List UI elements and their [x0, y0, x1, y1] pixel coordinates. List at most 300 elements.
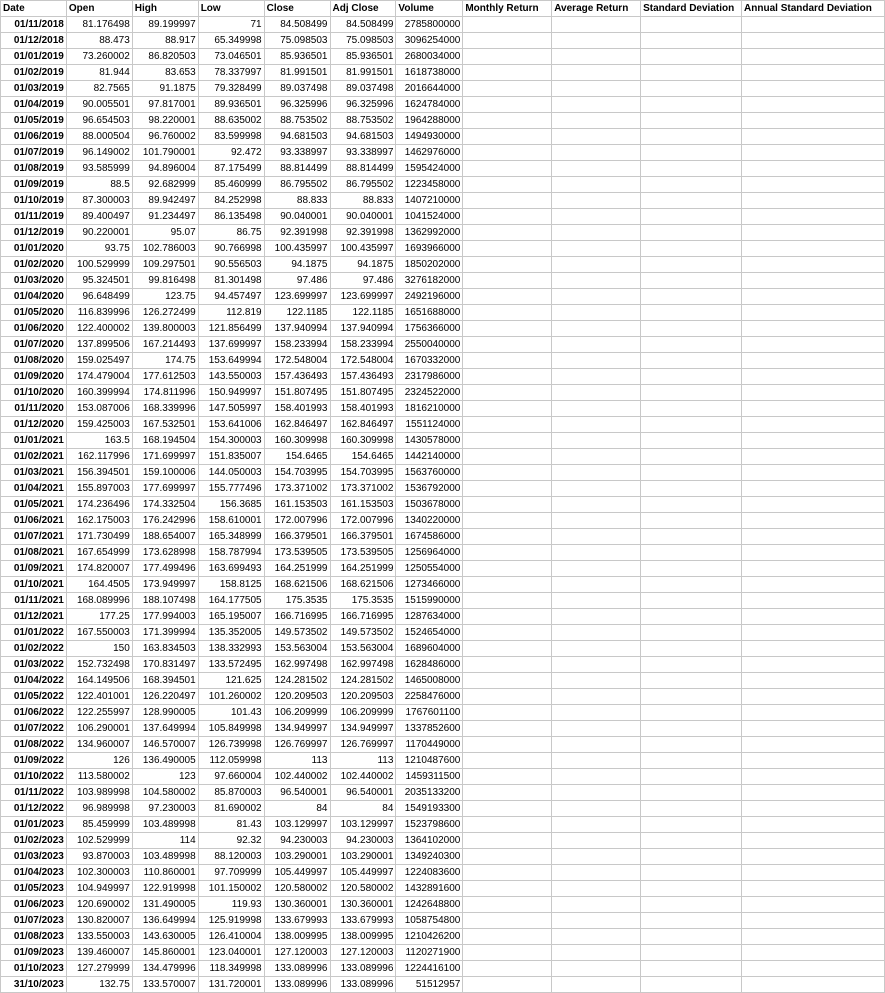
cell-adj-close[interactable]: 166.716995: [330, 609, 396, 625]
cell-standard-deviation-empty[interactable]: [641, 577, 742, 593]
cell-annual-standard-deviation-empty[interactable]: [742, 705, 885, 721]
cell-high[interactable]: 177.994003: [132, 609, 198, 625]
cell-volume[interactable]: 1536792000: [396, 481, 463, 497]
cell-volume[interactable]: 1549193300: [396, 801, 463, 817]
cell-volume[interactable]: 1223458000: [396, 177, 463, 193]
cell-open[interactable]: 93.585999: [66, 161, 132, 177]
cell-volume[interactable]: 2035133200: [396, 785, 463, 801]
cell-open[interactable]: 159.025497: [66, 353, 132, 369]
cell-monthly-return-empty[interactable]: [463, 33, 552, 49]
cell-standard-deviation-empty[interactable]: [641, 305, 742, 321]
cell-annual-standard-deviation-empty[interactable]: [742, 977, 885, 993]
cell-open[interactable]: 102.300003: [66, 865, 132, 881]
cell-volume[interactable]: 1273466000: [396, 577, 463, 593]
cell-monthly-return-empty[interactable]: [463, 961, 552, 977]
cell-close[interactable]: 137.940994: [264, 321, 330, 337]
cell-standard-deviation-empty[interactable]: [641, 433, 742, 449]
cell-date[interactable]: 01/08/2022: [1, 737, 67, 753]
cell-date[interactable]: 01/07/2022: [1, 721, 67, 737]
cell-adj-close[interactable]: 96.540001: [330, 785, 396, 801]
cell-annual-standard-deviation-empty[interactable]: [742, 129, 885, 145]
cell-open[interactable]: 122.400002: [66, 321, 132, 337]
cell-volume[interactable]: 1210487600: [396, 753, 463, 769]
cell-standard-deviation-empty[interactable]: [641, 337, 742, 353]
cell-average-return-empty[interactable]: [552, 657, 641, 673]
cell-average-return-empty[interactable]: [552, 177, 641, 193]
cell-volume[interactable]: 2550040000: [396, 337, 463, 353]
cell-monthly-return-empty[interactable]: [463, 449, 552, 465]
cell-date[interactable]: 01/02/2023: [1, 833, 67, 849]
cell-adj-close[interactable]: 94.1875: [330, 257, 396, 273]
cell-annual-standard-deviation-empty[interactable]: [742, 721, 885, 737]
cell-average-return-empty[interactable]: [552, 913, 641, 929]
cell-average-return-empty[interactable]: [552, 33, 641, 49]
cell-average-return-empty[interactable]: [552, 17, 641, 33]
cell-low[interactable]: 126.739998: [198, 737, 264, 753]
cell-annual-standard-deviation-empty[interactable]: [742, 401, 885, 417]
cell-open[interactable]: 174.820007: [66, 561, 132, 577]
cell-high[interactable]: 88.917: [132, 33, 198, 49]
cell-standard-deviation-empty[interactable]: [641, 785, 742, 801]
cell-standard-deviation-empty[interactable]: [641, 49, 742, 65]
cell-close[interactable]: 166.379501: [264, 529, 330, 545]
cell-adj-close[interactable]: 158.401993: [330, 401, 396, 417]
cell-adj-close[interactable]: 122.1185: [330, 305, 396, 321]
cell-high[interactable]: 171.399994: [132, 625, 198, 641]
cell-volume[interactable]: 1224083600: [396, 865, 463, 881]
cell-low[interactable]: 153.649994: [198, 353, 264, 369]
cell-average-return-empty[interactable]: [552, 225, 641, 241]
cell-standard-deviation-empty[interactable]: [641, 193, 742, 209]
cell-monthly-return-empty[interactable]: [463, 305, 552, 321]
cell-volume[interactable]: 1340220000: [396, 513, 463, 529]
header-low[interactable]: Low: [198, 1, 264, 17]
cell-annual-standard-deviation-empty[interactable]: [742, 385, 885, 401]
cell-low[interactable]: 87.175499: [198, 161, 264, 177]
cell-open[interactable]: 90.220001: [66, 225, 132, 241]
cell-standard-deviation-empty[interactable]: [641, 113, 742, 129]
cell-date[interactable]: 01/05/2020: [1, 305, 67, 321]
cell-adj-close[interactable]: 168.621506: [330, 577, 396, 593]
cell-average-return-empty[interactable]: [552, 753, 641, 769]
cell-annual-standard-deviation-empty[interactable]: [742, 785, 885, 801]
cell-standard-deviation-empty[interactable]: [641, 289, 742, 305]
cell-monthly-return-empty[interactable]: [463, 833, 552, 849]
cell-high[interactable]: 145.860001: [132, 945, 198, 961]
header-open[interactable]: Open: [66, 1, 132, 17]
cell-annual-standard-deviation-empty[interactable]: [742, 193, 885, 209]
cell-volume[interactable]: 1120271900: [396, 945, 463, 961]
cell-average-return-empty[interactable]: [552, 145, 641, 161]
cell-high[interactable]: 126.220497: [132, 689, 198, 705]
cell-adj-close[interactable]: 157.436493: [330, 369, 396, 385]
cell-monthly-return-empty[interactable]: [463, 849, 552, 865]
cell-adj-close[interactable]: 133.089996: [330, 977, 396, 993]
cell-high[interactable]: 89.942497: [132, 193, 198, 209]
cell-annual-standard-deviation-empty[interactable]: [742, 945, 885, 961]
cell-date[interactable]: 01/01/2021: [1, 433, 67, 449]
cell-close[interactable]: 158.401993: [264, 401, 330, 417]
cell-close[interactable]: 84.508499: [264, 17, 330, 33]
cell-low[interactable]: 126.410004: [198, 929, 264, 945]
cell-date[interactable]: 01/08/2023: [1, 929, 67, 945]
cell-annual-standard-deviation-empty[interactable]: [742, 449, 885, 465]
cell-date[interactable]: 01/07/2020: [1, 337, 67, 353]
cell-high[interactable]: 188.107498: [132, 593, 198, 609]
cell-annual-standard-deviation-empty[interactable]: [742, 737, 885, 753]
cell-high[interactable]: 91.234497: [132, 209, 198, 225]
cell-volume[interactable]: 1756366000: [396, 321, 463, 337]
cell-monthly-return-empty[interactable]: [463, 145, 552, 161]
cell-low[interactable]: 97.660004: [198, 769, 264, 785]
cell-average-return-empty[interactable]: [552, 785, 641, 801]
cell-date[interactable]: 01/05/2023: [1, 881, 67, 897]
cell-open[interactable]: 162.117996: [66, 449, 132, 465]
cell-high[interactable]: 86.820503: [132, 49, 198, 65]
cell-low[interactable]: 112.819: [198, 305, 264, 321]
cell-adj-close[interactable]: 149.573502: [330, 625, 396, 641]
cell-average-return-empty[interactable]: [552, 865, 641, 881]
cell-annual-standard-deviation-empty[interactable]: [742, 529, 885, 545]
cell-adj-close[interactable]: 86.795502: [330, 177, 396, 193]
cell-standard-deviation-empty[interactable]: [641, 817, 742, 833]
header-close[interactable]: Close: [264, 1, 330, 17]
cell-low[interactable]: 92.472: [198, 145, 264, 161]
cell-volume[interactable]: 1362992000: [396, 225, 463, 241]
cell-low[interactable]: 150.949997: [198, 385, 264, 401]
cell-close[interactable]: 126.769997: [264, 737, 330, 753]
header-adj-close[interactable]: Adj Close: [330, 1, 396, 17]
cell-volume[interactable]: 1250554000: [396, 561, 463, 577]
cell-low[interactable]: 83.599998: [198, 129, 264, 145]
cell-open[interactable]: 81.944: [66, 65, 132, 81]
cell-open[interactable]: 88.5: [66, 177, 132, 193]
cell-date[interactable]: 01/12/2022: [1, 801, 67, 817]
cell-date[interactable]: 01/11/2019: [1, 209, 67, 225]
cell-close[interactable]: 92.391998: [264, 225, 330, 241]
cell-monthly-return-empty[interactable]: [463, 737, 552, 753]
cell-open[interactable]: 96.149002: [66, 145, 132, 161]
cell-monthly-return-empty[interactable]: [463, 945, 552, 961]
cell-date[interactable]: 01/12/2019: [1, 225, 67, 241]
cell-adj-close[interactable]: 127.120003: [330, 945, 396, 961]
cell-average-return-empty[interactable]: [552, 433, 641, 449]
cell-close[interactable]: 88.833: [264, 193, 330, 209]
cell-annual-standard-deviation-empty[interactable]: [742, 513, 885, 529]
cell-monthly-return-empty[interactable]: [463, 881, 552, 897]
cell-low[interactable]: 158.787994: [198, 545, 264, 561]
cell-open[interactable]: 85.459999: [66, 817, 132, 833]
cell-average-return-empty[interactable]: [552, 481, 641, 497]
cell-close[interactable]: 124.281502: [264, 673, 330, 689]
cell-monthly-return-empty[interactable]: [463, 385, 552, 401]
cell-close[interactable]: 94.230003: [264, 833, 330, 849]
cell-adj-close[interactable]: 173.539505: [330, 545, 396, 561]
cell-low[interactable]: 92.32: [198, 833, 264, 849]
cell-standard-deviation-empty[interactable]: [641, 209, 742, 225]
cell-high[interactable]: 168.194504: [132, 433, 198, 449]
cell-adj-close[interactable]: 124.281502: [330, 673, 396, 689]
cell-low[interactable]: 147.505997: [198, 401, 264, 417]
cell-close[interactable]: 175.3535: [264, 593, 330, 609]
cell-low[interactable]: 97.709999: [198, 865, 264, 881]
cell-date[interactable]: 01/10/2021: [1, 577, 67, 593]
cell-monthly-return-empty[interactable]: [463, 769, 552, 785]
cell-adj-close[interactable]: 93.338997: [330, 145, 396, 161]
cell-annual-standard-deviation-empty[interactable]: [742, 65, 885, 81]
cell-high[interactable]: 136.490005: [132, 753, 198, 769]
cell-date[interactable]: 01/01/2023: [1, 817, 67, 833]
cell-date[interactable]: 01/09/2020: [1, 369, 67, 385]
cell-open[interactable]: 81.176498: [66, 17, 132, 33]
cell-high[interactable]: 104.580002: [132, 785, 198, 801]
cell-close[interactable]: 94.681503: [264, 129, 330, 145]
cell-average-return-empty[interactable]: [552, 321, 641, 337]
cell-adj-close[interactable]: 133.679993: [330, 913, 396, 929]
cell-standard-deviation-empty[interactable]: [641, 769, 742, 785]
cell-date[interactable]: 01/04/2022: [1, 673, 67, 689]
cell-close[interactable]: 120.209503: [264, 689, 330, 705]
cell-adj-close[interactable]: 158.233994: [330, 337, 396, 353]
cell-average-return-empty[interactable]: [552, 609, 641, 625]
cell-date[interactable]: 01/04/2020: [1, 289, 67, 305]
cell-date[interactable]: 01/04/2019: [1, 97, 67, 113]
cell-high[interactable]: 139.800003: [132, 321, 198, 337]
cell-close[interactable]: 105.449997: [264, 865, 330, 881]
cell-annual-standard-deviation-empty[interactable]: [742, 465, 885, 481]
cell-adj-close[interactable]: 154.6465: [330, 449, 396, 465]
cell-volume[interactable]: 1041524000: [396, 209, 463, 225]
cell-high[interactable]: 96.760002: [132, 129, 198, 145]
cell-high[interactable]: 177.612503: [132, 369, 198, 385]
cell-average-return-empty[interactable]: [552, 545, 641, 561]
cell-average-return-empty[interactable]: [552, 49, 641, 65]
cell-average-return-empty[interactable]: [552, 257, 641, 273]
cell-date[interactable]: 01/06/2023: [1, 897, 67, 913]
cell-date[interactable]: 01/09/2023: [1, 945, 67, 961]
cell-close[interactable]: 123.699997: [264, 289, 330, 305]
cell-date[interactable]: 01/02/2019: [1, 65, 67, 81]
cell-monthly-return-empty[interactable]: [463, 609, 552, 625]
cell-annual-standard-deviation-empty[interactable]: [742, 81, 885, 97]
cell-close[interactable]: 134.949997: [264, 721, 330, 737]
cell-close[interactable]: 89.037498: [264, 81, 330, 97]
cell-high[interactable]: 102.786003: [132, 241, 198, 257]
cell-standard-deviation-empty[interactable]: [641, 705, 742, 721]
cell-high[interactable]: 91.1875: [132, 81, 198, 97]
cell-annual-standard-deviation-empty[interactable]: [742, 225, 885, 241]
cell-annual-standard-deviation-empty[interactable]: [742, 609, 885, 625]
cell-adj-close[interactable]: 120.580002: [330, 881, 396, 897]
cell-open[interactable]: 120.690002: [66, 897, 132, 913]
cell-volume[interactable]: 1058754800: [396, 913, 463, 929]
cell-average-return-empty[interactable]: [552, 833, 641, 849]
cell-high[interactable]: 101.790001: [132, 145, 198, 161]
cell-volume[interactable]: 2492196000: [396, 289, 463, 305]
cell-open[interactable]: 93.75: [66, 241, 132, 257]
cell-close[interactable]: 153.563004: [264, 641, 330, 657]
cell-standard-deviation-empty[interactable]: [641, 33, 742, 49]
cell-volume[interactable]: 1850202000: [396, 257, 463, 273]
cell-low[interactable]: 101.260002: [198, 689, 264, 705]
cell-close[interactable]: 158.233994: [264, 337, 330, 353]
cell-high[interactable]: 163.834503: [132, 641, 198, 657]
cell-monthly-return-empty[interactable]: [463, 897, 552, 913]
cell-volume[interactable]: 1210426200: [396, 929, 463, 945]
cell-standard-deviation-empty[interactable]: [641, 897, 742, 913]
cell-volume[interactable]: 1430578000: [396, 433, 463, 449]
cell-close[interactable]: 138.009995: [264, 929, 330, 945]
cell-annual-standard-deviation-empty[interactable]: [742, 753, 885, 769]
cell-standard-deviation-empty[interactable]: [641, 497, 742, 513]
cell-low[interactable]: 81.690002: [198, 801, 264, 817]
cell-close[interactable]: 127.120003: [264, 945, 330, 961]
cell-adj-close[interactable]: 123.699997: [330, 289, 396, 305]
cell-close[interactable]: 133.679993: [264, 913, 330, 929]
cell-date[interactable]: 01/03/2021: [1, 465, 67, 481]
cell-adj-close[interactable]: 105.449997: [330, 865, 396, 881]
cell-average-return-empty[interactable]: [552, 705, 641, 721]
cell-monthly-return-empty[interactable]: [463, 369, 552, 385]
cell-average-return-empty[interactable]: [552, 417, 641, 433]
cell-monthly-return-empty[interactable]: [463, 433, 552, 449]
cell-annual-standard-deviation-empty[interactable]: [742, 865, 885, 881]
cell-date[interactable]: 01/03/2020: [1, 273, 67, 289]
cell-open[interactable]: 132.75: [66, 977, 132, 993]
cell-low[interactable]: 119.93: [198, 897, 264, 913]
cell-monthly-return-empty[interactable]: [463, 673, 552, 689]
cell-adj-close[interactable]: 106.209999: [330, 705, 396, 721]
cell-low[interactable]: 123.040001: [198, 945, 264, 961]
cell-standard-deviation-empty[interactable]: [641, 913, 742, 929]
cell-average-return-empty[interactable]: [552, 465, 641, 481]
cell-low[interactable]: 133.572495: [198, 657, 264, 673]
cell-monthly-return-empty[interactable]: [463, 545, 552, 561]
cell-high[interactable]: 123.75: [132, 289, 198, 305]
cell-adj-close[interactable]: 100.435997: [330, 241, 396, 257]
cell-low[interactable]: 81.43: [198, 817, 264, 833]
cell-standard-deviation-empty[interactable]: [641, 881, 742, 897]
cell-average-return-empty[interactable]: [552, 273, 641, 289]
cell-date[interactable]: 01/12/2020: [1, 417, 67, 433]
cell-standard-deviation-empty[interactable]: [641, 353, 742, 369]
cell-monthly-return-empty[interactable]: [463, 625, 552, 641]
cell-open[interactable]: 96.989998: [66, 801, 132, 817]
cell-low[interactable]: 85.460999: [198, 177, 264, 193]
cell-high[interactable]: 97.817001: [132, 97, 198, 113]
cell-adj-close[interactable]: 151.807495: [330, 385, 396, 401]
cell-date[interactable]: 01/11/2020: [1, 401, 67, 417]
cell-open[interactable]: 168.089996: [66, 593, 132, 609]
cell-standard-deviation-empty[interactable]: [641, 145, 742, 161]
cell-close[interactable]: 106.209999: [264, 705, 330, 721]
cell-high[interactable]: 168.339996: [132, 401, 198, 417]
cell-monthly-return-empty[interactable]: [463, 817, 552, 833]
cell-date[interactable]: 01/03/2019: [1, 81, 67, 97]
cell-adj-close[interactable]: 138.009995: [330, 929, 396, 945]
cell-standard-deviation-empty[interactable]: [641, 17, 742, 33]
cell-average-return-empty[interactable]: [552, 625, 641, 641]
cell-volume[interactable]: 1964288000: [396, 113, 463, 129]
cell-monthly-return-empty[interactable]: [463, 913, 552, 929]
cell-volume[interactable]: 2016644000: [396, 81, 463, 97]
cell-annual-standard-deviation-empty[interactable]: [742, 161, 885, 177]
cell-high[interactable]: 171.699997: [132, 449, 198, 465]
cell-adj-close[interactable]: 133.089996: [330, 961, 396, 977]
cell-close[interactable]: 93.338997: [264, 145, 330, 161]
cell-low[interactable]: 89.936501: [198, 97, 264, 113]
cell-close[interactable]: 160.309998: [264, 433, 330, 449]
cell-average-return-empty[interactable]: [552, 737, 641, 753]
cell-date[interactable]: 01/11/2022: [1, 785, 67, 801]
cell-annual-standard-deviation-empty[interactable]: [742, 97, 885, 113]
cell-open[interactable]: 96.654503: [66, 113, 132, 129]
cell-close[interactable]: 90.040001: [264, 209, 330, 225]
cell-close[interactable]: 164.251999: [264, 561, 330, 577]
cell-adj-close[interactable]: 92.391998: [330, 225, 396, 241]
cell-close[interactable]: 88.814499: [264, 161, 330, 177]
cell-annual-standard-deviation-empty[interactable]: [742, 417, 885, 433]
cell-monthly-return-empty[interactable]: [463, 225, 552, 241]
cell-low[interactable]: 165.348999: [198, 529, 264, 545]
cell-date[interactable]: 01/11/2018: [1, 17, 67, 33]
cell-monthly-return-empty[interactable]: [463, 97, 552, 113]
cell-date[interactable]: 01/09/2019: [1, 177, 67, 193]
cell-low[interactable]: 163.699493: [198, 561, 264, 577]
cell-low[interactable]: 131.720001: [198, 977, 264, 993]
cell-low[interactable]: 164.177505: [198, 593, 264, 609]
cell-annual-standard-deviation-empty[interactable]: [742, 881, 885, 897]
cell-low[interactable]: 73.046501: [198, 49, 264, 65]
cell-annual-standard-deviation-empty[interactable]: [742, 897, 885, 913]
cell-date[interactable]: 01/02/2022: [1, 641, 67, 657]
cell-close[interactable]: 173.371002: [264, 481, 330, 497]
cell-high[interactable]: 131.490005: [132, 897, 198, 913]
cell-average-return-empty[interactable]: [552, 65, 641, 81]
cell-standard-deviation-empty[interactable]: [641, 401, 742, 417]
cell-adj-close[interactable]: 153.563004: [330, 641, 396, 657]
cell-annual-standard-deviation-empty[interactable]: [742, 305, 885, 321]
cell-open[interactable]: 164.149506: [66, 673, 132, 689]
cell-adj-close[interactable]: 84: [330, 801, 396, 817]
cell-low[interactable]: 143.550003: [198, 369, 264, 385]
cell-low[interactable]: 125.919998: [198, 913, 264, 929]
cell-monthly-return-empty[interactable]: [463, 129, 552, 145]
cell-close[interactable]: 154.703995: [264, 465, 330, 481]
header-average-return[interactable]: Average Return: [552, 1, 641, 17]
cell-annual-standard-deviation-empty[interactable]: [742, 273, 885, 289]
cell-volume[interactable]: 1595424000: [396, 161, 463, 177]
cell-open[interactable]: 152.732498: [66, 657, 132, 673]
cell-adj-close[interactable]: 88.814499: [330, 161, 396, 177]
cell-open[interactable]: 171.730499: [66, 529, 132, 545]
cell-high[interactable]: 123: [132, 769, 198, 785]
cell-average-return-empty[interactable]: [552, 113, 641, 129]
cell-adj-close[interactable]: 126.769997: [330, 737, 396, 753]
cell-volume[interactable]: 1515990000: [396, 593, 463, 609]
cell-open[interactable]: 156.394501: [66, 465, 132, 481]
cell-annual-standard-deviation-empty[interactable]: [742, 49, 885, 65]
cell-average-return-empty[interactable]: [552, 897, 641, 913]
cell-low[interactable]: 86.75: [198, 225, 264, 241]
cell-volume[interactable]: 1651688000: [396, 305, 463, 321]
cell-open[interactable]: 133.550003: [66, 929, 132, 945]
cell-open[interactable]: 126: [66, 753, 132, 769]
cell-volume[interactable]: 1364102000: [396, 833, 463, 849]
cell-standard-deviation-empty[interactable]: [641, 753, 742, 769]
cell-low[interactable]: 65.349998: [198, 33, 264, 49]
cell-high[interactable]: 98.220001: [132, 113, 198, 129]
